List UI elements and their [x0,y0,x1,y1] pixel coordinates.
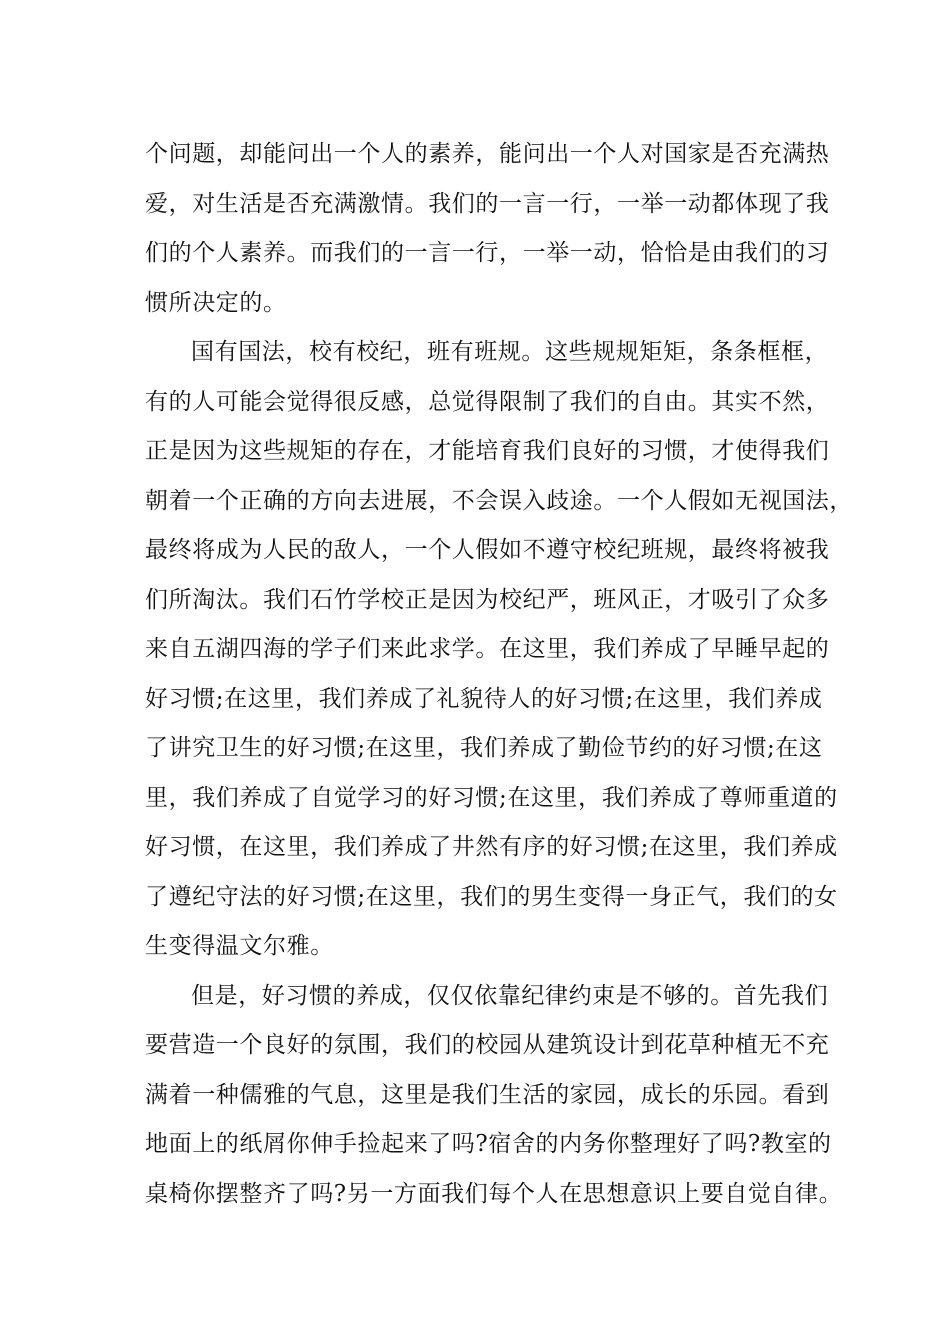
text-line: 了讲究卫生的好习惯;在这里，我们养成了勤俭节约的好习惯;在这 [145,735,823,761]
text-line: 地面上的纸屑你伸手捡起来了吗?宿舍的内务你整理好了吗?教室的 [145,1131,832,1157]
text-line: 爱，对生活是否充满激情。我们的一言一行，一举一动都体现了我 [145,190,830,217]
text-line: 正是因为这些规矩的存在，才能培育我们良好的习惯，才使得我们 [145,438,830,464]
text-line: 朝着一个正确的方向去进展，不会误入歧途。一个人假如无视国法， [145,487,853,514]
text-line: 们的个人素养。而我们的一言一行，一举一动，恰恰是由我们的习 [145,240,830,266]
text-line: 但是，好习惯的养成，仅仅依靠纪律约束是不够的。首先我们 [191,982,829,1009]
document-body [145,130,853,1219]
paragraph [145,972,843,1220]
text-line: 了遵纪守法的好习惯;在这里，我们的男生变得一身正气，我们的女 [145,883,838,910]
text-line: 桌椅你摆整齐了吗?另一方面我们每个人在思想意识上要自觉自律。 [145,1180,843,1207]
text-line: 生变得温文尔雅。 [145,933,334,959]
paragraph [145,328,853,972]
text-line: 有的人可能会觉得很反感，总觉得限制了我们的自由。其实不然， [145,388,830,415]
text-line: 惯所决定的。 [145,289,287,316]
text-line: 国有国法，校有校纪，班有班规。这些规规矩矩，条条框框， [191,339,829,365]
text-line: 个问题，却能问出一个人的素养，能问出一个人对国家是否充满热 [145,141,830,167]
text-line: 最终将成为人民的敌人，一个人假如不遵守校纪班规，最终将被我 [145,537,830,563]
text-line: 满着一种儒雅的气息，这里是我们生活的家园，成长的乐园。看到 [145,1081,830,1108]
text-line: 要营造一个良好的氛围，我们的校园从建筑设计到花草种植无不充 [145,1032,830,1058]
text-line: 来自五湖四海的学子们来此求学。在这里，我们养成了早睡早起的 [145,636,830,662]
text-line: 们所淘汰。我们石竹学校正是因为校纪严，班风正，才吸引了众多 [145,586,830,613]
text-line: 好习惯，在这里，我们养成了井然有序的好习惯;在这里，我们养成 [145,834,838,860]
text-line: 好习惯;在这里，我们养成了礼貌待人的好习惯;在这里，我们养成 [145,685,823,712]
paragraph [145,130,835,328]
text-line: 里，我们养成了自觉学习的好习惯;在这里，我们养成了尊师重道的 [145,784,838,811]
